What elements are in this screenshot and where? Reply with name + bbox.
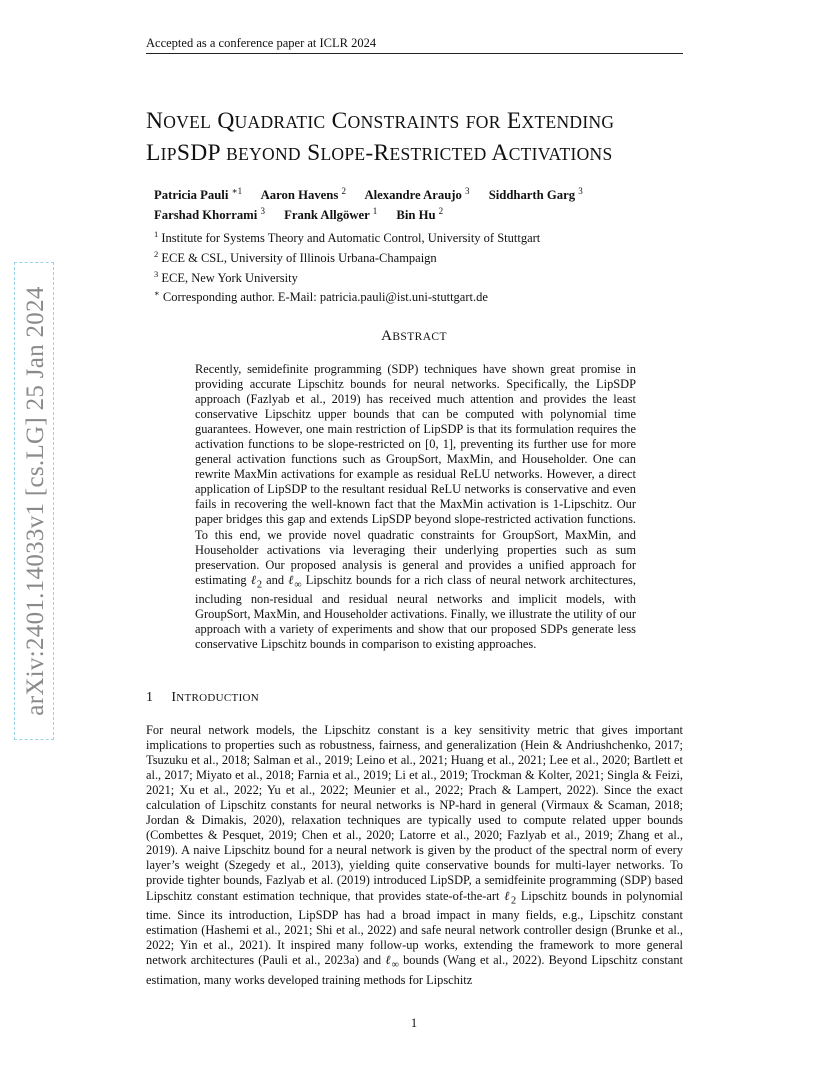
author: Alexandre Araujo $^3$ <box>364 186 470 203</box>
affiliation-list <box>154 227 674 306</box>
affiliation: $^3$ ECE, New York University <box>154 268 298 285</box>
author: Frank Allgöwer $^1$ <box>284 206 378 223</box>
abstract-text: Recently, semidefinite programming (SDP) techniques have shown great promise in providing accurate Lipschitz bounds for neural networks. Specifically, the LipSDP approach (Fazlyab et al., 2019) has received much attention and provides the least conservative Lipschitz upper bounds that can be computed with polynomial time guarantees. However, one main restriction of LipSDP is that its formulation requires the activation functions to be slope-restricted on [0, 1], preventing its further use for more general activation functions such as GroupSort, MaxMin, and Householder. One can rewrite MaxMin activations for example as residual ReLU networks. However, a direct application of LipSDP to the resultant residual ReLU networks is conservative and even fails in recovering the well-known fact that the MaxMin activation is 1-Lipschitz. Our paper bridges this gap and extends LipSDP beyond slope-restricted activation functions. To this end, we provide novel quadratic constraints for GroupSort, MaxMin, and Householder activations via leveraging their underlying properties such as sum preservation. Our proposed analysis is general and provides a unified approach for estimating ℓ$_2$ and ℓ$_\infty$ Lipschitz bounds for a rich class of neural network architectures, including non-residual and residual neural networks and implicit models, with GroupSort, MaxMin, and Householder activations. Finally, we illustrate the utility of our approach with a variety of experiments and show that our proposed SDPs generate less conservative Lipschitz bounds in comparison to existing approaches. <box>195 362 637 652</box>
affiliation: $^2$ ECE & CSL, University of Illinois Urbana-Champaign <box>154 248 437 265</box>
header-rule <box>146 53 683 54</box>
introduction-text: For neural network models, the Lipschitz constant is a key sensitivity metric that gives important implications to properties such as robustness, fairness, and generalization (Hein & Andriushchenko, 2017; Tsuzuku et al., 2018; Salman et al., 2019; Leino et al., 2021; Huang et al., 2021; Lee et al., 2020; Bartlett et al., 2017; Miyato et al., 2018; Farnia et al., 2019; Li et al., 2019; Trockman & Kolter, 2021; Singla & Feizi, 2021; Xu et al., 2022; Yu et al., 2022; Meunier et al., 2022; Prach & Lampert, 2022). Since the exact calculation of Lipschitz constants for neural networks is NP-hard in general (Virmaux & Scaman, 2018; Jordan & Dimakis, 2020), relaxation techniques are typically used to compute related upper bounds (Combettes & Pesquet, 2019; Chen et al., 2020; Latorre et al., 2020; Fazlyab et al., 2019; Zhang et al., 2019). A naive Lipschitz bound for a neural network is given by the product of the spectral norm of every layer’s weight (Szegedy et al., 2013), yielding quite conservative bounds for multi-layer networks. To provide tighter bounds, Fazlyab et al. (2019) introduced LipSDP, a semidfeinite programming (SDP) based Lipschitz constant estimation technique, that provides state-of-the-art ℓ$_2$ Lipschitz bounds in polynomial time. Since its introduction, LipSDP has had a broad impact in many fields, e.g., Lipschitz constant estimation (Hashemi et al., 2021; Shi et al., 2022) and safe neural network controller design (Brunke et al., 2022; Yin et al., 2021). It inspired many follow-up works, extending the framework to more general network architectures (Pauli et al., 2023a) and ℓ$_\infty$ bounds (Wang et al., 2022). Beyond Lipschitz constant estimation, many works developed training methods for Lipschitz <box>146 723 684 987</box>
section-heading: 1 INTRODUCTION <box>146 690 260 705</box>
author-list <box>154 183 674 223</box>
paper-title <box>146 106 706 170</box>
title-line-2: LIPSDP BEYOND SLOPE-RESTRICTED ACTIVATIONS <box>146 140 613 166</box>
author: Aaron Havens $^2$ <box>260 186 346 203</box>
title-line-1: NOVEL QUADRATIC CONSTRAINTS FOR EXTENDING <box>146 108 615 134</box>
author-line-1 <box>154 183 674 203</box>
author: Farshad Khorrami $^3$ <box>154 206 265 223</box>
author-line-2 <box>154 203 674 223</box>
affiliation: ∗ Corresponding author. E-Mail: patricia.pauli@ist.uni-stuttgart.de <box>154 288 488 305</box>
conference-note: Accepted as a conference paper at ICLR 2024 <box>146 36 377 50</box>
author: Patricia Pauli $^{∗1}$ <box>154 186 243 203</box>
affiliation: $^1$ Institute for Systems Theory and Automatic Control, University of Stuttgart <box>154 229 541 246</box>
arxiv-identifier[interactable]: arXiv:2401.14033v1 [cs.LG] 25 Jan 2024 <box>22 286 49 716</box>
author: Siddharth Garg $^3$ <box>488 186 583 203</box>
abstract-heading: ABSTRACT <box>381 328 447 344</box>
page-number: 1 <box>410 1016 418 1030</box>
author: Bin Hu $^2$ <box>396 206 444 223</box>
